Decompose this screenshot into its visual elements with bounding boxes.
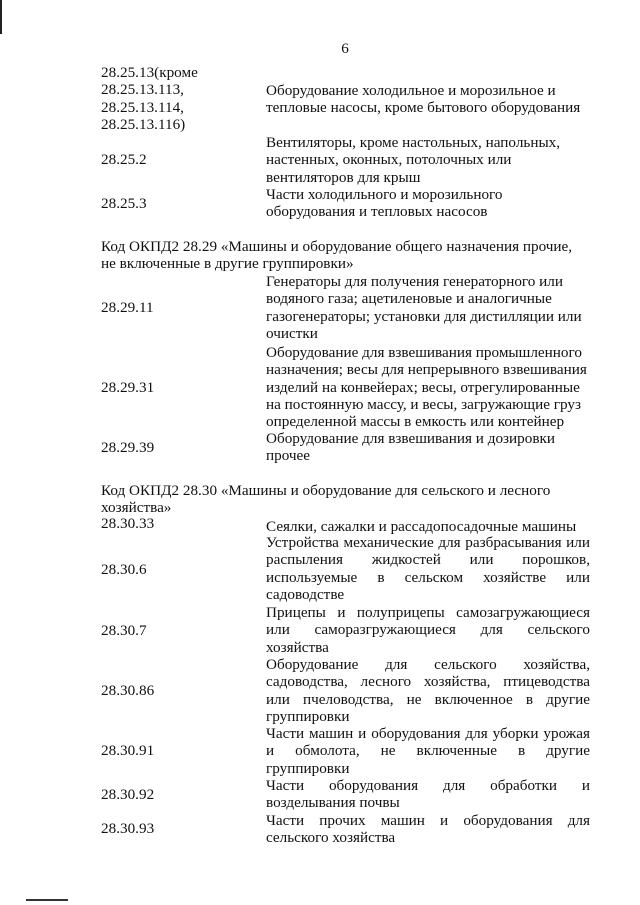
description — [266, 344, 590, 430]
description-line: Прицепы и полуприцепы самозагружающиеся — [266, 604, 590, 621]
heading-line: Код ОКПД2 28.30 «Машины и оборудование для сельского и лесного — [101, 482, 551, 499]
description-line: изделий на конвейерах; весы, отрегулированные — [266, 378, 580, 396]
description-line: садоводства, лесного хозяйства, птицеводства — [266, 673, 590, 691]
description-line: садоводстве — [266, 585, 345, 603]
description-line: группировки — [266, 707, 350, 725]
description-line: возделывания почвы — [266, 794, 400, 812]
okpd-code: 28.30.91 — [101, 742, 155, 759]
okpd-code — [101, 64, 261, 133]
description-line: или пчеловодства, не включенное в другие — [266, 690, 590, 708]
description — [266, 656, 590, 725]
okpd-code: 28.30.93 — [101, 820, 155, 837]
okpd-code: 28.29.31 — [101, 379, 155, 396]
code-line: 28.25.13.114, — [101, 98, 184, 116]
left-edge-mark — [0, 0, 2, 34]
description-line: водяного газа; ацетиленовые и аналогичные — [266, 290, 552, 308]
okpd-code: 28.30.7 — [101, 622, 147, 639]
description-line: оборудования и тепловых насосов — [266, 203, 488, 221]
page-number: 6 — [341, 40, 349, 57]
description — [266, 777, 590, 812]
description-line: Части холодильного и морозильного — [266, 186, 503, 203]
code-line: 28.25.13.116) — [101, 115, 186, 133]
okpd-code: 28.30.6 — [101, 561, 147, 578]
okpd-code: 28.29.11 — [101, 299, 154, 316]
description-line: Оборудование холодильное и морозильное и — [266, 82, 556, 99]
description-line: вентиляторов для крыш — [266, 168, 421, 186]
description-line: Оборудование для сельского хозяйства, — [266, 656, 590, 673]
description — [266, 812, 590, 847]
description — [266, 82, 590, 117]
description — [266, 725, 590, 777]
description — [266, 534, 590, 603]
description-line: или саморазгружающиеся для сельского — [266, 621, 590, 639]
description-line: настенных, оконных, потолочных или — [266, 151, 512, 169]
description-line: и обмолота, не включенные в другие — [266, 742, 590, 760]
description-line: Устройства механические для разбрасывания или — [266, 534, 590, 551]
description-line: тепловые насосы, кроме бытового оборудования — [266, 99, 581, 117]
code-line: 28.25.13(кроме — [101, 64, 198, 81]
description-line: используемые в сельском хозяйстве или — [266, 568, 590, 586]
section-heading — [101, 238, 581, 273]
description-line: распыления жидкостей или порошков, — [266, 551, 590, 569]
description-line: очистки — [266, 324, 318, 342]
description-line: Оборудование для взвешивания промышленного — [266, 344, 582, 361]
description-line: определенной массы в емкость или контейнер — [266, 413, 565, 431]
heading-line: хозяйства» — [101, 499, 172, 517]
description-line: группировки — [266, 759, 350, 777]
code-line: 28.25.13.113, — [101, 81, 184, 99]
description-line: хозяйства — [266, 638, 329, 656]
bottom-edge-mark — [26, 899, 68, 901]
description-line: Части оборудования для обработки и — [266, 777, 590, 794]
description-line: Части прочих машин и оборудования для — [266, 812, 590, 829]
description-line: Генераторы для получения генераторного или — [266, 273, 563, 290]
okpd-code: 28.30.86 — [101, 682, 155, 699]
okpd-code: 28.30.92 — [101, 786, 155, 803]
description-line: Оборудование для взвешивания и дозировки — [266, 430, 556, 447]
description-line: назначения; весы для непрерывного взвешивания — [266, 361, 587, 379]
description — [266, 518, 590, 535]
okpd-code: 28.29.39 — [101, 439, 155, 456]
description-line: Сеялки, сажалки и рассадопосадочные машины — [266, 518, 577, 535]
description-line: Части машин и оборудования для уборки урожая — [266, 725, 590, 742]
section-heading — [101, 482, 581, 517]
okpd-code: 28.30.33 — [101, 515, 155, 532]
description-line: прочее — [266, 447, 311, 465]
okpd-code: 28.25.3 — [101, 195, 147, 212]
description — [266, 430, 590, 465]
description — [266, 134, 590, 186]
description-line: сельского хозяйства — [266, 829, 396, 847]
description — [266, 186, 590, 221]
heading-line: Код ОКПД2 28.29 «Машины и оборудование общего назначения прочие, — [101, 238, 573, 255]
heading-line: не включенные в другие группировки» — [101, 255, 354, 273]
okpd-code: 28.25.2 — [101, 151, 147, 168]
description-line: газогенераторы; установки для дистилляции или — [266, 307, 582, 325]
description — [266, 273, 590, 342]
description-line: Вентиляторы, кроме настольных, напольных, — [266, 134, 561, 151]
description-line: на постоянную массу, и весы, загружающие груз — [266, 395, 581, 413]
description — [266, 604, 590, 656]
